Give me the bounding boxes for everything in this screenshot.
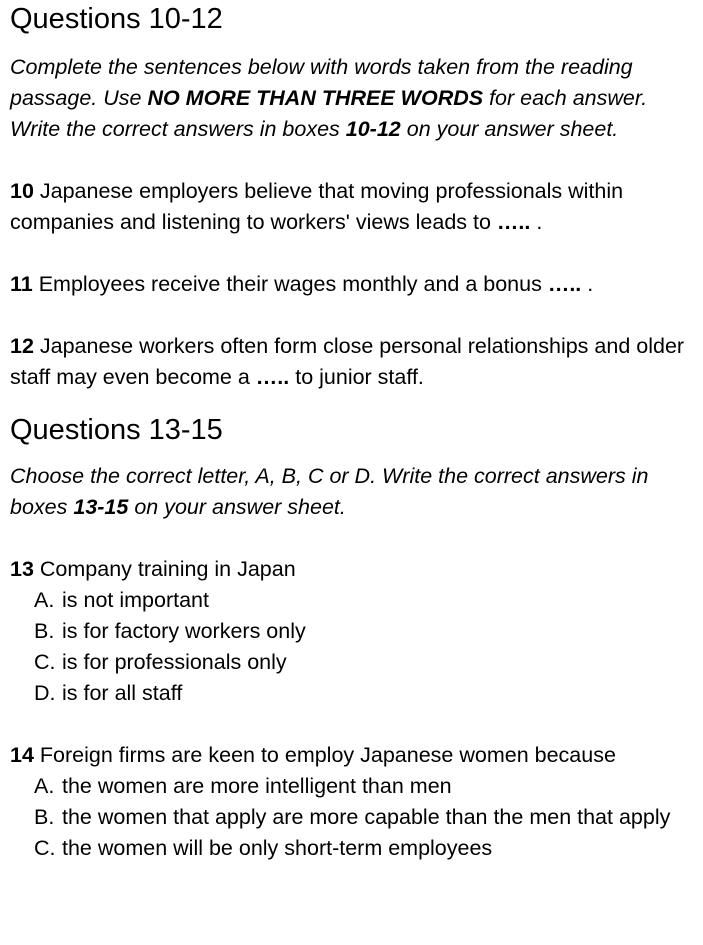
document-page [0, 2, 703, 945]
option-letter: C. [34, 836, 56, 860]
question-12 [10, 331, 703, 393]
option-text: the women are more intelligent than men [62, 774, 452, 798]
answer-gap: ….. [547, 272, 582, 296]
question-text: Employees receive their wages monthly and a bonus [32, 272, 548, 296]
question-13 [10, 554, 703, 585]
question-text-after: . [530, 210, 543, 234]
section-title-13-15: Questions 13-15 [10, 414, 223, 446]
instructions-emphasis: 13-15 [73, 495, 129, 519]
question-text: Company training in Japan [33, 557, 296, 581]
instructions-text: Complete the sentences below with words taken from the reading passage. Use [10, 55, 633, 110]
question-number: 11 [10, 272, 33, 296]
instructions-text: on your answer sheet. [128, 495, 346, 519]
option-letter: B. [34, 619, 55, 643]
option-letter: A. [34, 588, 55, 612]
instructions-text: on your answer sheet. [400, 117, 619, 141]
question-number: 10 [10, 179, 34, 203]
question-text: Japanese workers often form close personal relationships and older staff may even become a [10, 334, 685, 389]
answer-gap: ….. [255, 365, 290, 389]
question-number: 12 [10, 334, 34, 358]
option-letter: C. [34, 650, 56, 674]
instructions-emphasis: 10-12 [345, 117, 401, 141]
option-text: the women will be only short-term employees [62, 836, 493, 860]
question-number: 14 [10, 743, 34, 767]
option-a [10, 585, 703, 616]
option-text: is for factory workers only [62, 619, 306, 643]
option-letter: A. [34, 774, 55, 798]
option-text: is for professionals only [62, 650, 287, 674]
option-b [10, 616, 703, 647]
section-instructions-13-15 [10, 461, 703, 523]
option-d [10, 678, 703, 709]
option-text: is for all staff [62, 681, 183, 705]
question-10 [10, 176, 703, 238]
option-c [10, 647, 703, 678]
option-c [10, 833, 703, 864]
question-14-options [10, 771, 703, 864]
question-text-after: . [581, 272, 594, 296]
answer-gap: ….. [496, 210, 531, 234]
option-b [10, 802, 703, 833]
question-13-options [10, 585, 703, 709]
section-instructions-10-12 [10, 52, 703, 145]
instructions-text: Choose the correct letter, A, B, C or D. Write the correct answers in boxes [10, 464, 649, 519]
option-text: is not important [62, 588, 209, 612]
instructions-emphasis: NO MORE THAN THREE WORDS [147, 86, 484, 110]
question-14 [10, 740, 703, 771]
instructions-text: for each answer. Write the correct answers in boxes [10, 86, 648, 141]
section-title-10-12: Questions 10-12 [10, 3, 223, 35]
question-text: Japanese employers believe that moving professionals within companies and listening to workers' views leads to [10, 179, 624, 234]
option-letter: B. [34, 805, 55, 829]
question-text-after: to junior staff. [289, 365, 424, 389]
option-letter: D. [34, 681, 56, 705]
question-11 [10, 269, 703, 300]
question-text: Foreign firms are keen to employ Japanese women because [33, 743, 616, 767]
option-a [10, 771, 703, 802]
question-number: 13 [10, 557, 34, 581]
option-text: the women that apply are more capable than the men that apply [62, 805, 671, 829]
